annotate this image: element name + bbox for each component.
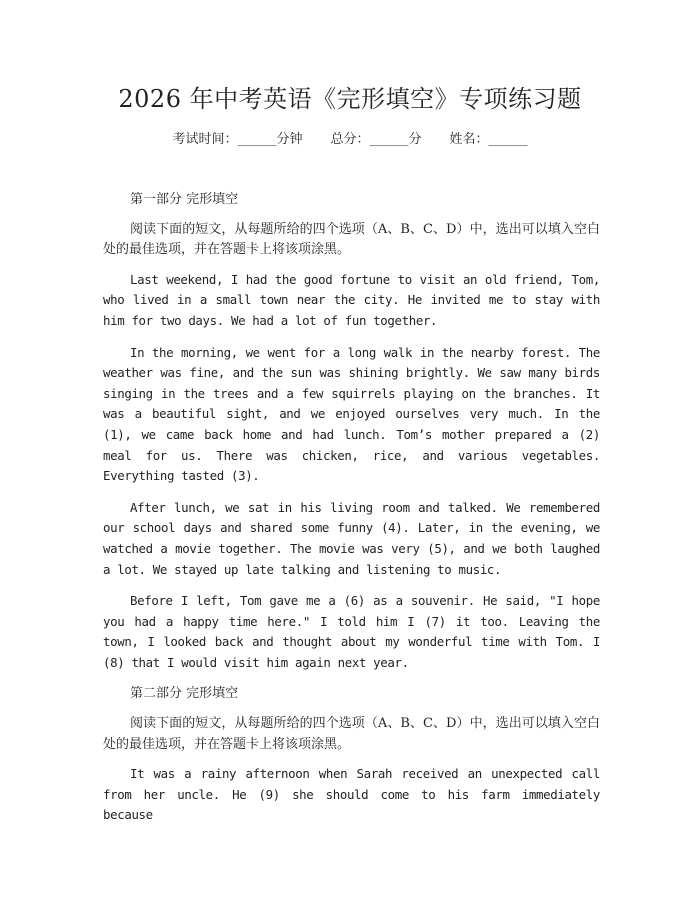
section-1-heading: 第一部分 完形填空 — [130, 192, 239, 207]
exam-content — [103, 190, 600, 837]
passage-paragraph: In the morning, we went for a long walk in the nearby forest. The weather was fine, and the sun was shining brightly. We saw many birds singing in the trees and a few squirrels playing on the branches. It was a beautiful sight, and we enjoyed ourselves very much. In the (1), we came back home and had lunch. Tom’s mother prepared a (2) meal for us. There was chicken, rice, and various vegetables. Everything tasted (3). — [103, 344, 600, 484]
passage-paragraph: Before I left, Tom gave me a (6) as a souvenir. He said, "I hope you had a happy time here." I told him I (7) it too. Leaving the town, I looked back and thought about my wonderful time with Tom. I (8) that I would visit him again next year. — [103, 593, 600, 670]
passage-paragraph: Last weekend, I had the good fortune to visit an old friend, Tom, who lived in a small town near the city. He invited me to stay with him for two days. We had a lot of fun together. — [103, 271, 600, 328]
exam-time-field: 考试时间：______分钟 — [172, 132, 303, 147]
passage-paragraph: It was a rainy afternoon when Sarah received an unexpected call from her uncle. He (9) she should come to his farm immediately because — [103, 766, 600, 823]
exam-title: 2026 年中考英语《完形填空》专项练习题 — [118, 85, 582, 113]
exam-meta — [0, 130, 700, 150]
section-1-instruction: 阅读下面的短文，从每题所给的四个选项（A、B、C、D）中，选出可以填入空白处的最佳选项，并在答题卡上将该项涂黑。 — [103, 221, 600, 258]
exam-score-field: 总分：______分 — [330, 132, 422, 147]
section-2-heading: 第二部分 完形填空 — [130, 686, 239, 702]
student-name-field: 姓名：______ — [449, 132, 528, 147]
section-2-instruction: 阅读下面的短文，从每题所给的四个选项（A、B、C、D）中，选出可以填入空白处的最佳选项，并在答题卡上将该项涂黑。 — [103, 716, 600, 752]
passage-paragraph: After lunch, we sat in his living room and talked. We remembered our school days and shared some funny (4). Later, in the evening, we watched a movie together. The movie was very (5), and we both laughed a lot. We stayed up late talking and listening to music. — [103, 499, 600, 577]
